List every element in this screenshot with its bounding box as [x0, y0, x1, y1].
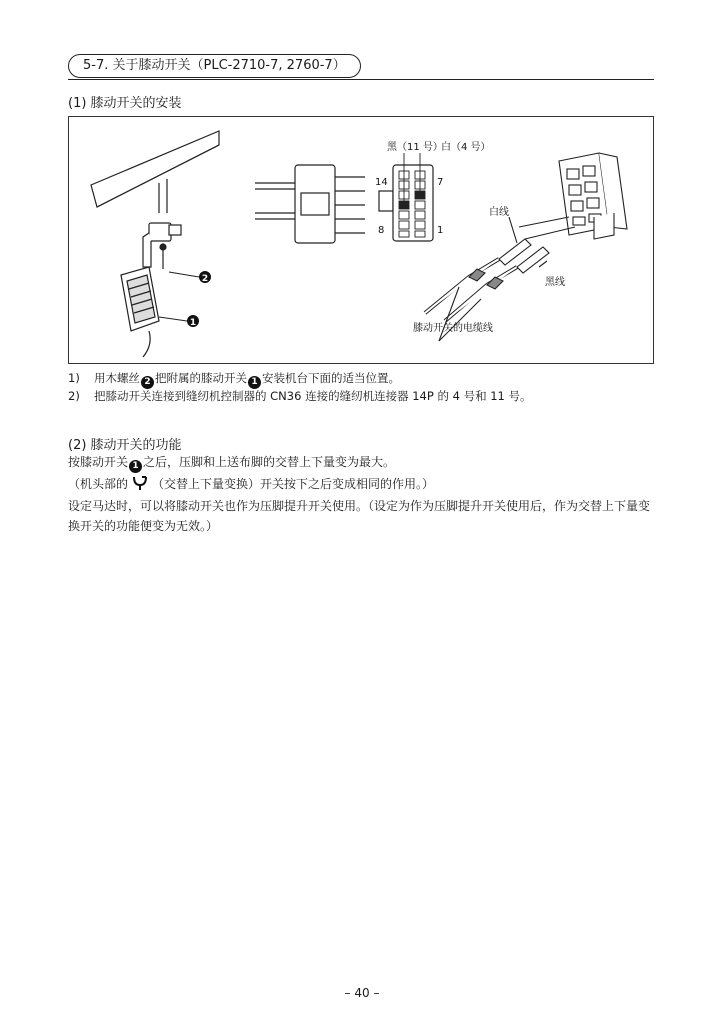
- callout-1-label: 1: [189, 318, 197, 328]
- alternate-lift-switch-icon: [131, 475, 149, 497]
- callout-2: [169, 271, 211, 284]
- table-drawing: [91, 131, 219, 213]
- step-1: [68, 370, 658, 389]
- installation-figure: [68, 116, 654, 364]
- callout-badge-2: 2: [141, 376, 154, 389]
- step-1-number: 1): [68, 371, 80, 385]
- step-2: [68, 388, 658, 404]
- paragraph-1-text-a: 按膝动开关: [68, 455, 129, 469]
- label-knee-switch-cable: 膝动开关的电缆线: [413, 323, 493, 334]
- bracket-drawing: [143, 223, 181, 269]
- callout-2-label: 2: [201, 274, 209, 284]
- section-rule: [68, 79, 654, 80]
- section-header: [68, 54, 654, 80]
- subsection-2-title: (2) 膝动开关的功能: [68, 438, 182, 453]
- installation-diagram: [69, 117, 655, 365]
- paragraph-2-text-b: （交替上下量变换）开关按下之后变成相同的作用。）: [152, 477, 435, 491]
- subsection-1-title: (1) 膝动开关的安装: [68, 96, 182, 111]
- function-paragraph-2: [68, 474, 658, 497]
- page-number: – 40 –: [344, 986, 380, 1000]
- callout-badge-1-inline: 1: [129, 460, 142, 473]
- label-white-wire: 白线: [489, 207, 509, 218]
- knee-pad-drawing: [121, 267, 159, 357]
- label-black-wire: 黑线: [545, 277, 565, 288]
- step-1-text-a: 用木螺丝: [94, 371, 140, 385]
- function-paragraph-1: [68, 452, 658, 473]
- section-title: 5-7. 关于膝动开关（PLC-2710-7, 2760-7）: [68, 54, 361, 78]
- paragraph-1-text-b: 之后，压脚和上送布脚的交替上下量变为最大。: [143, 455, 396, 469]
- wire-connector-drawing: [425, 153, 627, 341]
- step-2-text: 把膝动开关连接到缝纫机控制器的 CN36 连接的缝纫机连接器 14P 的 4 号和 11 号。: [94, 389, 532, 403]
- pin-label-14: 14: [375, 177, 388, 188]
- step-1-text-c: 安装机台下面的适当位置。: [262, 371, 400, 385]
- pin-label-1: 1: [437, 225, 444, 236]
- paragraph-2-text-a: （机头部的: [68, 477, 129, 491]
- function-paragraph-3: 设定马达时，可以将膝动开关也作为压脚提升开关使用。（设定为作为压脚提升开关使用后，作为交替上下量变换开关的功能便变为无效。）: [68, 499, 651, 533]
- step-2-number: 2): [68, 389, 80, 403]
- pin-label-7: 7: [437, 177, 444, 188]
- callout-badge-1: 1: [248, 376, 261, 389]
- label-white-4: 白（4 号）: [441, 142, 491, 153]
- callout-1: [159, 315, 199, 328]
- step-1-text-b: 把附属的膝动开关: [155, 371, 247, 385]
- pin-label-8: 8: [378, 225, 385, 236]
- label-black-11: 黑（11 号）: [387, 142, 443, 153]
